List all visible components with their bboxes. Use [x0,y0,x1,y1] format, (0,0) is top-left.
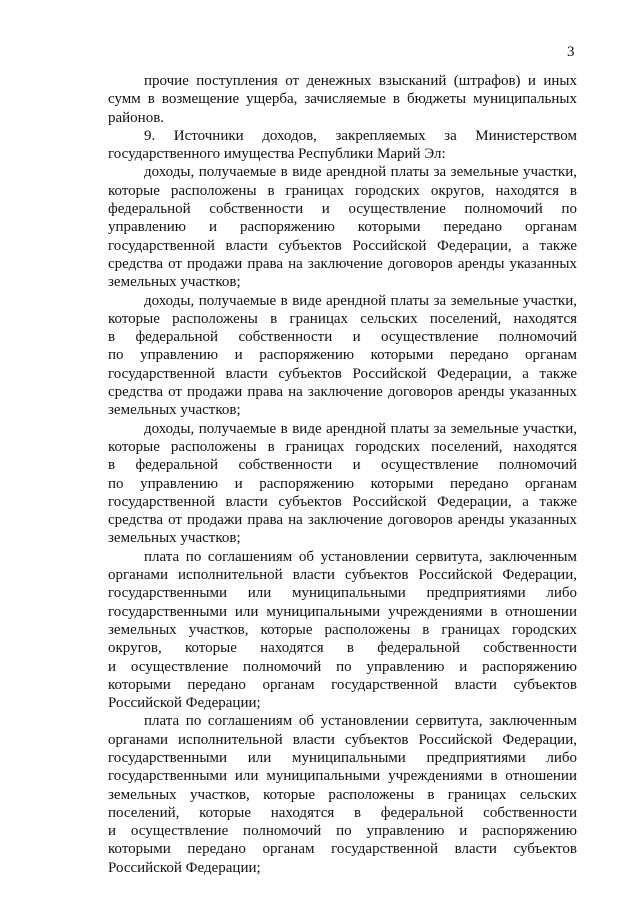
paragraph-line: которые расположены в границах городских округов, находятся в [108,182,577,199]
paragraph-line: плата по соглашениям об установлении сервитута, заключенным [144,548,577,565]
paragraph-line: земельных участков; [108,274,241,291]
paragraph-line: органами исполнительной власти субъектов Российской Федерации, [108,731,577,748]
page-number: 3 [567,44,575,60]
paragraph-line: федеральной собственности и осуществление полномочий по [108,201,577,218]
paragraph-line: государственными или муниципальными учреждениями в отношении [108,768,577,785]
paragraph-line: в федеральной собственности и осуществление полномочий [108,329,577,346]
paragraph-line: по управлению и распоряжению которыми передано органам [108,347,577,364]
paragraph-line: земельных участков; [108,402,241,419]
paragraph [108,548,577,713]
paragraph-line: органами исполнительной власти субъектов Российской Федерации, [108,567,577,584]
paragraph-line: государственными или муниципальными предприятиями либо [108,749,577,766]
paragraph-line: прочие поступления от денежных взысканий (штрафов) и иных [144,73,577,89]
paragraph-line: сумм в возмещение ущерба, зачисляемые в бюджеты муниципальных [108,91,577,108]
paragraph [108,292,577,420]
paragraph [108,127,577,164]
paragraph-line: доходы, получаемые в виде арендной платы за земельные участки, [144,292,577,309]
paragraph-line: которыми передано органам государственной власти субъектов [108,676,577,693]
paragraph-line: доходы, получаемые в виде арендной платы за земельные участки, [144,420,577,437]
paragraph [108,420,577,548]
paragraph-line: и осуществление полномочий по управлению и распоряжению [108,658,577,675]
paragraph [108,712,577,877]
paragraph-line: которые расположены в границах городских поселений, находятся [108,438,577,455]
paragraph-line: государственной власти субъектов Российской Федерации, а также [108,493,577,510]
paragraph-line: государственной власти субъектов Российской Федерации, а также [108,237,577,254]
paragraph-line: которые расположены в границах сельских поселений, находятся [108,310,577,327]
paragraph-line: земельных участков; [108,530,241,547]
paragraph-line: земельных участков, которые расположены в границах городских [108,621,577,638]
paragraph-line: Российской Федерации; [108,859,261,876]
paragraph-line: государственного имущества Республики Марий Эл: [108,146,446,163]
paragraph-line: государственными или муниципальными учреждениями в отношении [108,603,577,620]
document-body [108,72,577,877]
paragraph-line: доходы, получаемые в виде арендной платы за земельные участки, [144,164,577,181]
paragraph-line: Российской Федерации; [108,695,261,712]
paragraph-line: 9. Источники доходов, закрепляемых за Министерством [144,127,577,144]
paragraph-line: средства от продажи права на заключение договоров аренды указанных [108,512,577,529]
paragraph-line: и осуществление полномочий по управлению и распоряжению [108,823,577,840]
paragraph-line: средства от продажи права на заключение договоров аренды указанных [108,384,577,401]
paragraph-line: по управлению и распоряжению которыми передано органам [108,475,577,492]
paragraph-line: в федеральной собственности и осуществление полномочий [108,457,577,474]
paragraph [108,72,577,127]
paragraph-line: государственными или муниципальными предприятиями либо [108,585,577,602]
paragraph-line: округов, которые находятся в федеральной собственности [108,640,577,657]
paragraph-line: плата по соглашениям об установлении сервитута, заключенным [144,713,577,730]
paragraph [108,163,577,291]
paragraph-line: государственной власти субъектов Российской Федерации, а также [108,365,577,382]
paragraph-line: средства от продажи права на заключение договоров аренды указанных [108,255,577,272]
paragraph-line: земельных участков, которые расположены в границах сельских [108,786,577,803]
paragraph-line: которыми передано органам государственной власти субъектов [108,841,577,858]
paragraph-line: поселений, которые находятся в федеральной собственности [108,804,577,821]
paragraph-line: управлению и распоряжению которыми передано органам [108,219,577,236]
paragraph-line: районов. [108,109,165,126]
